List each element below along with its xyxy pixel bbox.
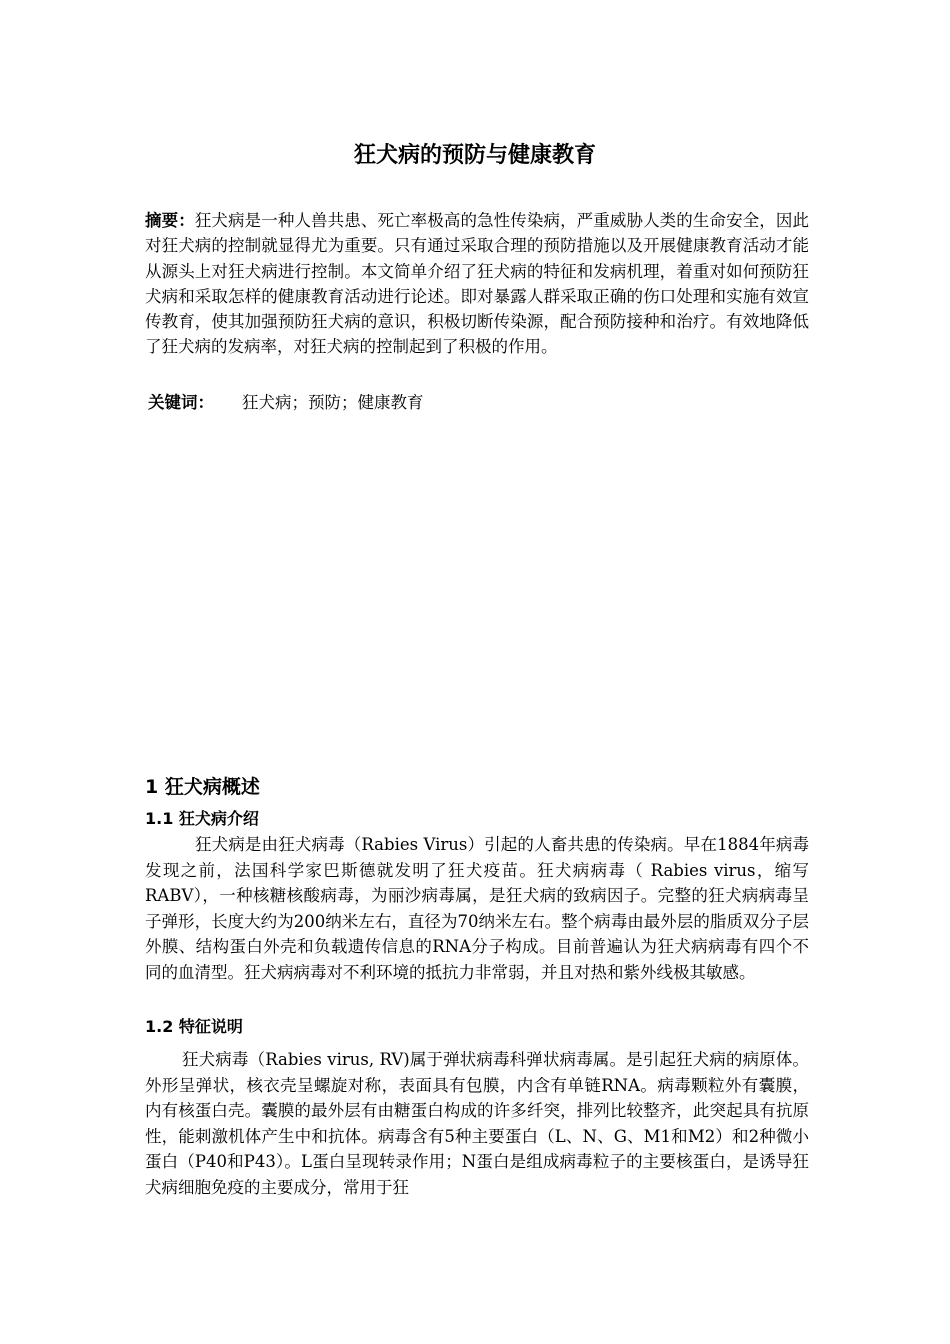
subsection-heading-1-1: 1.1 狂犬病介绍: [145, 809, 259, 828]
abstract-label: 摘要：: [145, 211, 195, 230]
subsection-1-1-paragraph: 狂犬病是由狂犬病毒（Rabies Virus）引起的人畜共患的传染病。早在1884年病毒发现之前，法国科学家巴斯德就发明了狂犬疫苗。狂犬病病毒（ Rabies virus，缩写RABV），一种核糖核酸病毒，为丽沙病毒属，是狂犬病的致病因子。完整的狂犬病病毒呈子弹形，长度大约为200纳米左右，直径为70纳米左右。整个病毒由最外层的脂质双分子层外膜、结构蛋白外壳和负载遗传信息的RNA分子构成。目前普遍认为狂犬病病毒有四个不同的血清型。狂犬病病毒对不利环境的抵抗力非常弱，并且对热和紫外线极其敏感。: [145, 835, 809, 982]
keywords-label: 关键词：: [148, 393, 214, 412]
section-heading: 1 狂犬病概述: [145, 776, 260, 798]
subsection-heading-1-2: 1.2 特征说明: [145, 1017, 243, 1036]
keywords-text: 狂犬病；预防；健康教育: [242, 393, 424, 412]
abstract-paragraph: [145, 208, 809, 360]
document-title: 狂犬病的预防与健康教育: [353, 143, 596, 168]
abstract-text: 狂犬病是一种人兽共患、死亡率极高的急性传染病，严重威胁人类的生命安全，因此对狂犬病的控制就显得尤为重要。只有通过采取合理的预防措施以及开展健康教育活动才能从源头上对狂犬病进行控制。本文简单介绍了狂犬病的特征和发病机理，着重对如何预防狂犬病和采取怎样的健康教育活动进行论述。即对暴露人群采取正确的伤口处理和实施有效宣传教育，使其加强预防狂犬病的意识，积极切断传染源，配合预防接种和治疗。有效地降低了狂犬病的发病率，对狂犬病的控制起到了积极的作用。: [145, 211, 810, 357]
keywords-line: [148, 389, 424, 413]
subsection-1-2-paragraph: 狂犬病毒（Rabies virus, RV)属于弹状病毒科弹状病毒属。是引起狂犬病的病原体。外形呈弹状，核衣壳呈螺旋对称，表面具有包膜，内含有单链RNA。病毒颗粒外有囊膜，内有核蛋白壳。囊膜的最外层有由糖蛋白构成的许多纤突，排列比较整齐，此突起具有抗原性，能刺激机体产生中和抗体。病毒含有5种主要蛋白（L、N、G、M1和M2）和2种微小蛋白（P40和P43）。L蛋白呈现转录作用；N蛋白是组成病毒粒子的主要核蛋白，是诱导狂犬病细胞免疫的主要成分，常用于狂: [145, 1050, 809, 1197]
